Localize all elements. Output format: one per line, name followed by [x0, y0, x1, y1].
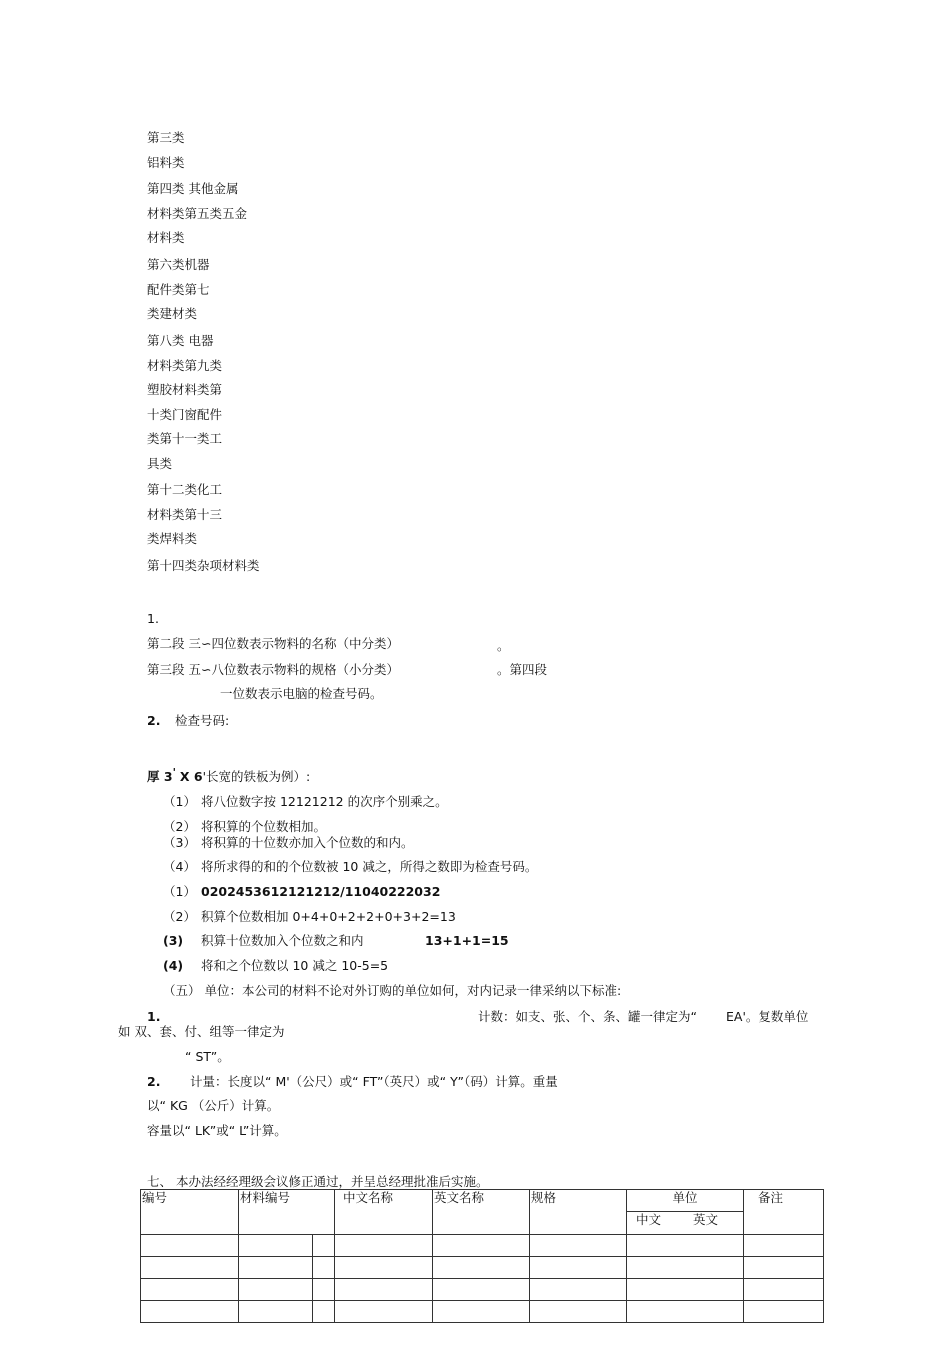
table-cell[interactable]: [627, 1279, 744, 1301]
table-cell[interactable]: [313, 1257, 335, 1279]
header-unit: 单位: [627, 1190, 744, 1212]
category-item: 材料类第十三: [147, 507, 223, 522]
calc-text: 将和之个位数以 10 减之 10-5=5: [201, 958, 389, 973]
table-cell[interactable]: [239, 1235, 313, 1257]
table-cell[interactable]: [141, 1279, 239, 1301]
table-cell[interactable]: [239, 1301, 313, 1323]
table-cell[interactable]: [530, 1279, 627, 1301]
table-cell[interactable]: [239, 1279, 313, 1301]
unit-subheader: [627, 1212, 744, 1235]
category-item: 第三类: [147, 130, 185, 145]
table-cell[interactable]: [239, 1257, 313, 1279]
table-cell[interactable]: [335, 1235, 433, 1257]
table-cell[interactable]: [433, 1279, 530, 1301]
segment-three: 第三段 五∽八位数表示物料的规格（小分类）: [147, 662, 399, 677]
calc-number: （2）: [163, 909, 196, 924]
step-text: 将八位数字按 12121212 的次序个别乘之。: [201, 794, 448, 809]
step-number: （1）: [163, 794, 196, 809]
step-text: 将积算的个位数相加。: [201, 819, 327, 834]
header-spec: 规格: [530, 1190, 627, 1235]
category-item: 塑胶材料类第: [147, 382, 223, 397]
category-item: 类焊料类: [147, 531, 198, 546]
segment-three-end: 。第四段: [497, 662, 548, 677]
table-cell[interactable]: [530, 1301, 627, 1323]
units-st: “ ST”。: [185, 1049, 230, 1064]
calc-number: (3): [163, 933, 184, 948]
table-cell[interactable]: [433, 1301, 530, 1323]
step-number: （2）: [163, 819, 196, 834]
category-item: 第十四类杂项材料类: [147, 558, 260, 573]
example-intro-a: 厚 3: [147, 769, 173, 785]
segment-two: 第二段 三∽四位数表示物料的名称（中分类）: [147, 636, 399, 651]
header-unit-en: 英文: [693, 1212, 719, 1227]
header-cn-name: 中文名称: [335, 1190, 433, 1235]
table-cell[interactable]: [433, 1235, 530, 1257]
table-row: [141, 1301, 824, 1323]
category-item: 类第十一类工: [147, 431, 223, 446]
material-table: [140, 1189, 824, 1323]
table-cell[interactable]: [627, 1235, 744, 1257]
table-cell[interactable]: [744, 1257, 824, 1279]
table-row: [141, 1257, 824, 1279]
units-number: 1.: [147, 1009, 161, 1024]
closing-statement: 七、 本办法经经理级会议修正通过，并呈总经理批准后实施。: [147, 1174, 489, 1189]
units-ea: EA'。复数单位: [726, 1009, 809, 1024]
step-number: （4）: [163, 859, 196, 874]
category-item: 铝料类: [147, 155, 185, 170]
table-cell[interactable]: [744, 1279, 824, 1301]
segment-four: 一位数表示电脑的检查号码。: [220, 686, 383, 701]
table-cell[interactable]: [335, 1279, 433, 1301]
category-item: 十类门窗配件: [147, 407, 223, 422]
calc-number: (4): [163, 958, 184, 973]
calc-number: （1）: [163, 884, 196, 899]
header-unit-cn: 中文: [636, 1212, 662, 1227]
table-cell[interactable]: [313, 1279, 335, 1301]
segment-two-end: 。: [497, 638, 510, 653]
table-cell[interactable]: [335, 1257, 433, 1279]
category-item: 材料类第五类五金: [147, 206, 248, 221]
header-material-no: 材料编号: [239, 1190, 335, 1235]
table-cell[interactable]: [530, 1257, 627, 1279]
step-text: 将积算的十位数亦加入个位数的和内。: [201, 835, 414, 850]
units-measure: 计量：长度以“ M'（公尺）或“ FT”（英尺）或“ Y”（码）计算。重量: [190, 1074, 558, 1089]
units-number: 2.: [147, 1074, 161, 1089]
example-intro-d: '长宽的铁板为例）:: [202, 769, 311, 785]
table-cell[interactable]: [313, 1301, 335, 1323]
category-item: 材料类第九类: [147, 358, 223, 373]
example-intro: [147, 765, 310, 785]
category-item: 具类: [147, 456, 173, 471]
category-item: 第八类 电器: [147, 333, 214, 348]
table-cell[interactable]: [141, 1301, 239, 1323]
category-item: 类建材类: [147, 306, 198, 321]
category-item: 第四类 其他金属: [147, 181, 239, 196]
step-number: （3）: [163, 835, 196, 850]
category-item: 配件类第七: [147, 282, 210, 297]
category-item: 第六类机器: [147, 257, 210, 272]
check-number-title: 检查号码:: [175, 713, 230, 728]
calc-text: 积算十位数加入个位数之和内: [201, 933, 364, 948]
header-no: 编号: [141, 1190, 239, 1235]
units-kg: 以“ KG （公斤）计算。: [147, 1098, 280, 1113]
calc-text: 0202453612121212/11040222032: [201, 884, 441, 899]
step-text: 将所求得的和的个位数被 10 减之，所得之数即为检查号码。: [201, 859, 538, 874]
calc-text: 积算个位数相加 0+4+0+2+2+0+3+2=13: [201, 909, 456, 924]
table-cell[interactable]: [433, 1257, 530, 1279]
table-cell[interactable]: [627, 1257, 744, 1279]
table-cell[interactable]: [141, 1235, 239, 1257]
table-cell[interactable]: [335, 1301, 433, 1323]
table-cell[interactable]: [530, 1235, 627, 1257]
category-item: 材料类: [147, 230, 185, 245]
table-cell[interactable]: [141, 1257, 239, 1279]
section-number: 2.: [147, 713, 161, 728]
table-cell[interactable]: [313, 1235, 335, 1257]
table-row: [141, 1235, 824, 1257]
units-plural: 如 双、套、付、组等一律定为: [118, 1024, 285, 1039]
header-remark: 备注: [744, 1190, 824, 1235]
units-title: （五） 单位：本公司的材料不论对外订购的单位如何，对内记录一律采纳以下标准:: [163, 983, 622, 998]
table-cell[interactable]: [627, 1301, 744, 1323]
header-en-name: 英文名称: [433, 1190, 530, 1235]
units-count: 计数：如支、张、个、条、罐一律定为“: [478, 1009, 697, 1024]
table-cell[interactable]: [744, 1301, 824, 1323]
section-number: 1.: [147, 611, 159, 626]
example-intro-c: X 6: [179, 769, 203, 785]
category-item: 第十二类化工: [147, 482, 223, 497]
calc-result: 13+1+1=15: [425, 933, 509, 948]
example-intro-b: ': [172, 766, 176, 779]
units-capacity: 容量以“ LK”或“ L”计算。: [147, 1123, 287, 1138]
table-row: [141, 1279, 824, 1301]
table-cell[interactable]: [744, 1235, 824, 1257]
